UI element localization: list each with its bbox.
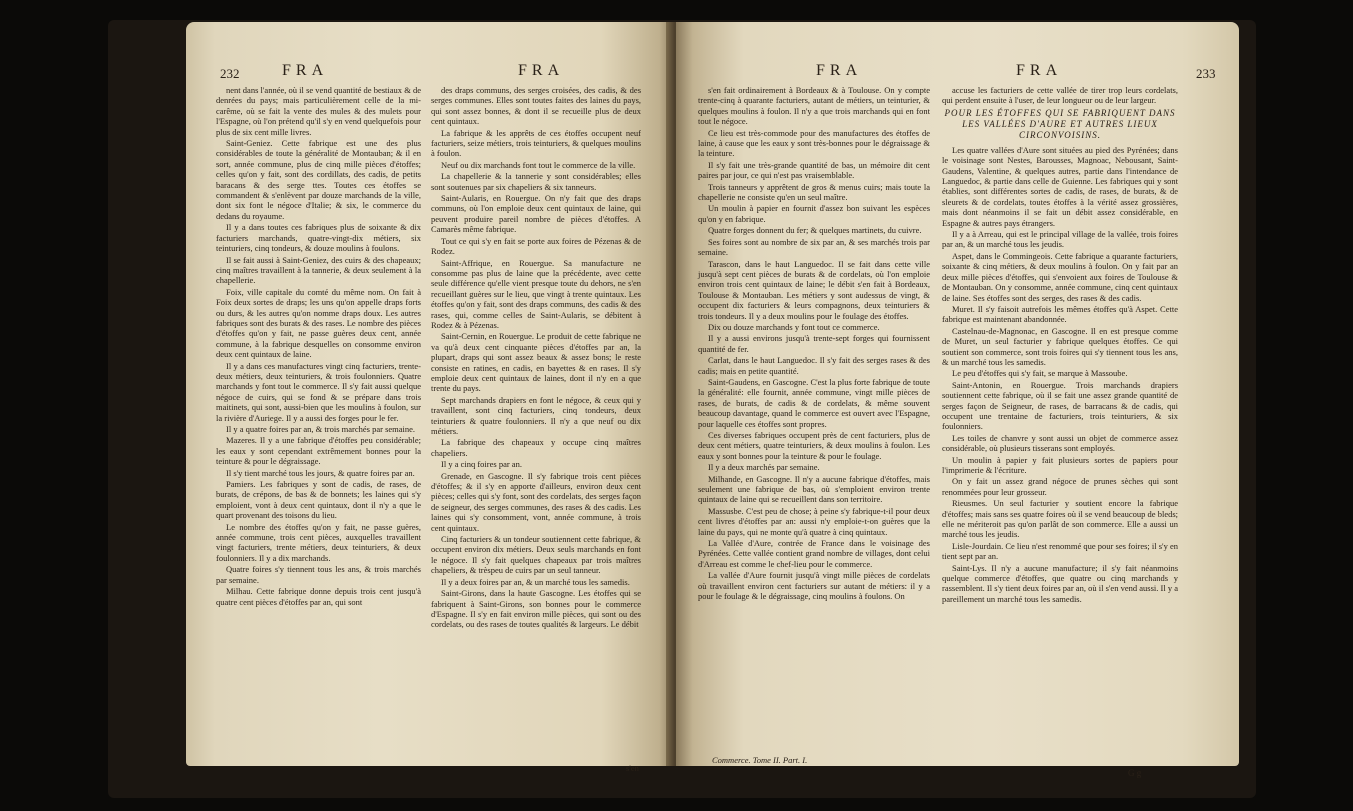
left-header-left: FRA xyxy=(282,62,329,79)
paragraph: Cinq facturiers & un tondeur soutiennent cette fabrique, & occupent environ dix métiers. Deux seuls marchands en font le négoce. Il s'y fait quelques chapeaux par trois maîtres chapeliers, & trèspeu de cuirs par un seul tanneur. xyxy=(431,534,641,576)
signature-mark: G g xyxy=(1128,768,1142,778)
paragraph: Rieusmes. Un seul facturier y soutient encore la fabrique d'étoffes; mais sans ses quatre foires où il se vend beaucoup de bleds; elle ne mériteroit pas qu'on parlât de son commerce. Elle a aussi un marché tous les jeudis. xyxy=(942,498,1179,540)
right-column-1 xyxy=(698,85,930,753)
paragraph: Tarascon, dans le haut Languedoc. Il se fait dans cette ville jusqu'à sept cent pièces de burats & de cordelats, où l'on emploie environ trois cent quintaux de laine; le débit s'en fait à Bordeaux, Toulouse & Montauban. Les métiers y sont audessus de vingt, & occupent dix facturiers & leurs compagnons, deux teinturiers & trois tondeurs. Il y a deux moulins pour le foulage des étoffes. xyxy=(698,258,930,321)
paragraph: Il y a cinq foires par an. xyxy=(441,459,522,470)
paragraph: Saint-Gaudens, en Gascogne. C'est la plus forte fabrique de toute la généralité: elle fournit, année commune, vingt mille pièces de rases, de burats, de cadis & de cordelats, & même souvent beaucoup davantage, quand le commerce est ouvert avec l'Espagne, pour laquelle ces étoffes sont propres. xyxy=(698,376,930,429)
paragraph: Un moulin à papier y fait plusieurs sortes de papiers pour l'imprimerie & l'écriture. xyxy=(942,454,1178,475)
paragraph: La fabrique & les apprêts de ces étoffes occupent neuf facturiers, seize métiers, trois teinturiers, & quelques moulins à foulon. xyxy=(431,127,641,159)
paragraph: La vallée d'Aure fournit jusqu'à vingt mille pièces de cordelats où travaillent environ cent facturiers sur autant de métiers: il y a pour le foulage & le dégraissage, cinq moulins à foulons. On xyxy=(698,570,930,602)
paragraph: Un moulin à papier en fournit d'assez bon suivant les espèces qu'on y en fabrique. xyxy=(698,203,930,224)
paragraph: Il y a deux foires par an, & un marché tous les samedis. xyxy=(441,576,630,587)
paragraph: Il s'y tient marché tous les jours, & quatre foires par an. xyxy=(226,467,415,478)
paragraph: Mazeres. Il y a une fabrique d'étoffes peu considérable; les eaux y sont cependant extrêmement bonnes pour la teinture & pour le dégraissage. xyxy=(216,435,421,467)
paragraph: nent dans l'année, où il se vend quantité de bestiaux & de denrées du pays; mais particulièrement celle de la mi-carême, où se fait la vente des mules & des mulets pour l'Espagne, où l'on prétend qu'il s'y en vend quelquefois pour plus de six cent mille livres. xyxy=(216,85,421,137)
paragraph: Grenade, en Gascogne. Il s'y fabrique trois cent pièces d'étoffes; & il s'y en apporte d'ailleurs, environ deux cent pièces; celles qui s'y font, sont des cordelats, des serges façon de seigneur, des serges communes, des rases & des cadis. Les laines qui s'y consomment, vont, année commune, à trois cent quintaux. xyxy=(431,470,641,533)
paragraph: Ce lieu est très-commode pour des manufactures des étoffes de laine, à cause que les eaux y sont très-bonnes pour le dégraissage & la teinture. xyxy=(698,127,930,159)
paragraph: Castelnau-de-Magnonac, en Gascogne. Il en est presque comme de Muret, un seul facturier y fabrique quelques étoffes. Ce qui soutient son commerce, sont trois foires qui s'y tiennent tous les ans, & un marché tous les samedis. xyxy=(942,325,1178,367)
paragraph: Neuf ou dix marchands font tout le commerce de la ville. xyxy=(441,159,636,170)
paragraph: Saint-Geniez. Cette fabrique est une des plus considérables de toute la généralité de Montauban; & il en sort, année commune, plus de cinq mille pièces d'étoffes; celles qu'on y fait, sont des cordillats, des cadis, de petits baracans & des serge ttes. Toutes ces étoffes se commandent & s'enlèvent par douze marchands de la ville, dont six font le négoce d'Italie; & six, le commerce du dedans du royaume. xyxy=(216,138,421,221)
paragraph: La fabrique des chapeaux y occupe cinq maîtres chapeliers. xyxy=(431,437,641,458)
right-header-left: FRA xyxy=(816,62,863,79)
paragraph: Lisle-Jourdain. Ce lieu n'est renommé que pour ses foires; il s'y en tient sept par an. xyxy=(942,540,1178,562)
paragraph: Milhande, en Gascogne. Il n'y a aucune fabrique d'étoffes, mais seulement une fabrique de bas, où s'emploient environ trente quintaux de laine qui se recueillent dans son territoire. xyxy=(698,473,930,505)
catchword: s'en xyxy=(626,763,639,773)
paragraph: La chapellerie & la tannerie y sont considérables; elles sont soutenues par six chapeliers & six tanneurs. xyxy=(431,171,641,192)
paragraph: Il y a dans ces manufactures vingt cinq facturiers, trente-deux métiers, deux teinturiers, & trois foulonniers. Quatre marchands y font tout le commerce. Il s'y fait aussi quelque négoce de cuirs, qui se fond & se prépare dans trois maitinets, qui sont, aussi-bien que les moulins à foulon, sur la rivière d'Auriege. Il y a aussi des forges pour le fer. xyxy=(216,360,421,423)
left-header-right: FRA xyxy=(518,62,565,79)
right-page-number: 233 xyxy=(1196,66,1216,81)
paragraph: Saint-Antonin, en Rouergue. Trois marchands drapiers soutiennent cette fabrique, où il se fait une assez grande quantité de serges façon de Seigneur, de rases, de barracans & de cadis, qui occupent une trentaine de facturiers, trois teinturiers, & six foulonniers. xyxy=(942,379,1178,432)
paragraph: Aspet, dans le Commingeois. Cette fabrique a quarante facturiers, soixante & cinq métiers, & deux moulins à foulon. On y fait par an deux mille pièces d'étoffes, qui s'envoient aux foires de Toulouse & de Montauban. On y consomme, année commune, cinq cent quintaux de laine. Ses étoffes sont des serges, des rases & des cadis. xyxy=(942,250,1178,303)
paragraph: Massusbe. C'est peu de chose; à peine s'y fabrique-t-il pour deux cent livres d'étoffes par an: aussi n'y emploie-t-on guères que la laine du pays, qui ne monte qu'à quatre à cinq quintaux. xyxy=(698,505,930,537)
paragraph: Il y a aussi environs jusqu'à trente-sept forges qui fournissent quantité de fer. xyxy=(698,333,930,354)
paragraph: Saint-Aularis, en Rouergue. On n'y fait que des draps communs, où l'on emploie deux cent quintaux de laine, qui peuvent produire pareil nombre de pièces d'étoffes. A Camarès même fabrique. xyxy=(431,193,641,235)
paragraph: Pamiers. Les fabriques y sont de cadis, de rases, de burats, de crépons, de bas & de bonnets; les laines qui s'y emploient, vont à deux cent quintaux, dont il n'y a que le quart provenant des toisons du lieu. xyxy=(216,479,421,521)
paragraph: Le nombre des étoffes qu'on y fait, ne passe guères, année commune, trois cent pièces, auxquelles travaillent vingt facturiers, trente métiers, deux teinturiers, & deux foulonniers. Il y a dix marchands. xyxy=(216,521,421,563)
paragraph: Milhau. Cette fabrique donne depuis trois cent jusqu'à quatre cent pièces d'étoffes par an, qui sont xyxy=(216,586,421,607)
paragraph: Dix ou douze marchands y font tout ce commerce. xyxy=(708,321,880,332)
paragraph: Il se fait aussi à Saint-Geniez, des cuirs & des chapeaux; cinq maîtres travaillent à la tannerie, & deux seulement à la chapellerie. xyxy=(216,254,421,286)
paragraph: Quatre forges donnent du fer; & quelques martinets, du cuivre. xyxy=(708,225,922,236)
paragraph: Trois tanneurs y apprêtent de gros & menus cuirs; mais toute la chapellerie ne consiste qu'en un seul maître. xyxy=(698,181,930,203)
paragraph: Saint-Affrique, en Rouergue. Sa manufacture ne consomme pas plus de laine que la précédente, avec cette seule différence qu'elle vient presque toute du dehors, ne s'en recueillant guères sur le lieu, que vingt à trente quintaux. Les étoffes qu'on y fait, sont des draps communs, des cadis & des rases, qui, comme celles de Saint-Aularis, se débitent à Rodez & à Pézenas. xyxy=(431,257,641,330)
paragraph: Carlat, dans le haut Languedoc. Il s'y fait des serges rases & des cadis; mais en petite quantité. xyxy=(698,355,930,376)
paragraph: Ses foires sont au nombre de six par an, & ses marchés trois par semaine. xyxy=(698,236,930,258)
paragraph: Sept marchands drapiers en font le négoce, & ceux qui y travaillent, sont cinq facturiers, cinq tondeurs, deux teinturiers & quatre foulonniers. Il n'y a que neuf ou dix métiers. xyxy=(431,394,641,436)
left-column-1 xyxy=(216,85,421,763)
footer-volume: Commerce. Tome II. Part. I. xyxy=(712,755,808,765)
paragraph: Les toiles de chanvre y sont aussi un objet de commerce assez considérable, où plusieurs tisserans sont employés. xyxy=(942,432,1178,454)
paragraph: Saint-Girons, dans la haute Gascogne. Les étoffes qui se fabriquent à Saint-Girons, son bonnes pour le commerce d'Espagne. Il s'y en fait environ mille pièces, qui sont ou des cordelats, ou des rases de toutes qualités & largeurs. Le débit xyxy=(431,588,641,630)
paragraph: Le peu d'étoffes qui s'y fait, se marque à Massoube. xyxy=(952,368,1128,379)
paragraph: Saint-Cernin, en Rouergue. Le produit de cette fabrique ne va qu'à deux cent cinquante pièces d'étoffes par an, la plupart, draps qui sont assez beaux & assez bons; le reste consiste en ratines, en cadis, en bayettes & en rases. Il s'y emploie deux cent quintaux de laines, dont il n'y en a que trente du pays. xyxy=(431,331,641,394)
section-heading: POUR LES ÉTOFFES QUI SE FABRIQUENT DANS LES VALLÉES D'AURE ET AUTRES LIEUX CIRCONVOISINS. xyxy=(944,107,1176,140)
right-header-right: FRA xyxy=(1016,62,1063,79)
paragraph: Il y a deux marchés par semaine. xyxy=(708,462,820,473)
left-column-2 xyxy=(431,85,641,763)
paragraph: des draps communs, des serges croisées, des cadis, & des serges communes. Elles sont toutes faites des laines du pays, qui sont assez bonnes, & dont il se recueille plus de deux cent quintaux. xyxy=(431,85,641,127)
paragraph: Tout ce qui s'y en fait se porte aux foires de Pézenas & de Rodez. xyxy=(431,235,641,257)
paragraph: Il y a à Arreau, qui est le principal village de la vallée, trois foires par an, & un marché tous les jeudis. xyxy=(942,229,1178,250)
paragraph: Il y a quatre foires par an, & trois marchés par semaine. xyxy=(226,424,416,434)
paragraph: Il y a dans toutes ces fabriques plus de soixante & dix facturiers marchands, quatre-vingt-dix métiers, six teinturiers, cinq tondeurs, & douze moulins à foulons. xyxy=(216,222,421,254)
right-column-2 xyxy=(942,85,1178,767)
paragraph: On y fait un assez grand négoce de prunes sèches qui sont renommées pour leur grosseur. xyxy=(942,476,1178,497)
paragraph: Les quatre vallées d'Aure sont situées au pied des Pyrénées; dans le voisinage sont Nestes, Barousses, Magnoac, Nebousant, Saint-Gaudens, Valentine, & quelques autres, partie dans l'intendance de Languedoc, & partie dans celle de Guienne. Les fabriques qui y sont établies, sont différentes sortes de cadis, de rases, de burats, & de sleurets & de cordelats, toutes étoffes à la vérité assez grossières, mais dont néanmoins il se fait un débit assez considérable, en Espagne & autres pays étrangers. xyxy=(942,144,1178,228)
paragraph: accuse les facturiers de cette vallée de tirer trop leurs cordelats, qui perdent ensuite à l'user, de leur longueur ou de leur largeur. xyxy=(942,85,1178,106)
paragraph: Il s'y fait une très-grande quantité de bas, un mémoire dit cent paires par jour, ce qui n'est pas vraisemblable. xyxy=(698,159,930,181)
paragraph: s'en fait ordinairement à Bordeaux & à Toulouse. On y compte trente-cinq à quarante facturiers, autant de métiers, un teinturier, & quelques moulins à foulon. Il n'y a que trois marchands qui en font tout le négoce. xyxy=(698,85,930,127)
paragraph: Muret. Il s'y faisoit autrefois les mêmes étoffes qu'à Aspet. Cette fabrique est maintenant abandonnée. xyxy=(942,303,1178,325)
paragraph: Quatre foires s'y tiennent tous les ans, & trois marchés par semaine. xyxy=(216,564,421,585)
paragraph: La Vallée d'Aure, contrée de France dans le voisinage des Pyrénées. Cette vallée contient grand nombre de villages, dont celui d'Arreau est comme le chef-lieu pour le commerce. xyxy=(698,538,930,569)
paragraph: Foix, ville capitale du comté du même nom. On fait à Foix deux sortes de draps; les uns qu'on appelle draps forts ou durs, & les autres qu'on nomme draps doux. Les autres fabriques sont des burats & des rases. Le nombre des pièces d'étoffes qu'on y fait, ne passe guères deux cent, année commune, à la fabrique desquelles on consomme environ deux cent quintaux de laine. xyxy=(216,286,421,360)
left-page-number: 232 xyxy=(220,66,240,81)
left-page xyxy=(186,22,674,773)
right-page xyxy=(676,22,1239,778)
paragraph: Ces diverses fabriques occupent près de cent facturiers, plus de deux cent métiers, quatre teinturiers, & deux moulins à foulon. Les eaux y sont bonnes pour la teinture & pour le foulage. xyxy=(698,430,930,461)
paragraph: Saint-Lys. Il n'y a aucune manufacture; il s'y fait néanmoins quelque commerce d'étoffes, que quatre ou cinq marchands y rassemblent. Il s'y tient deux foires par an, où il s'en vend aussi. Il y a pareillement un marché tous les samedis. xyxy=(942,562,1178,604)
